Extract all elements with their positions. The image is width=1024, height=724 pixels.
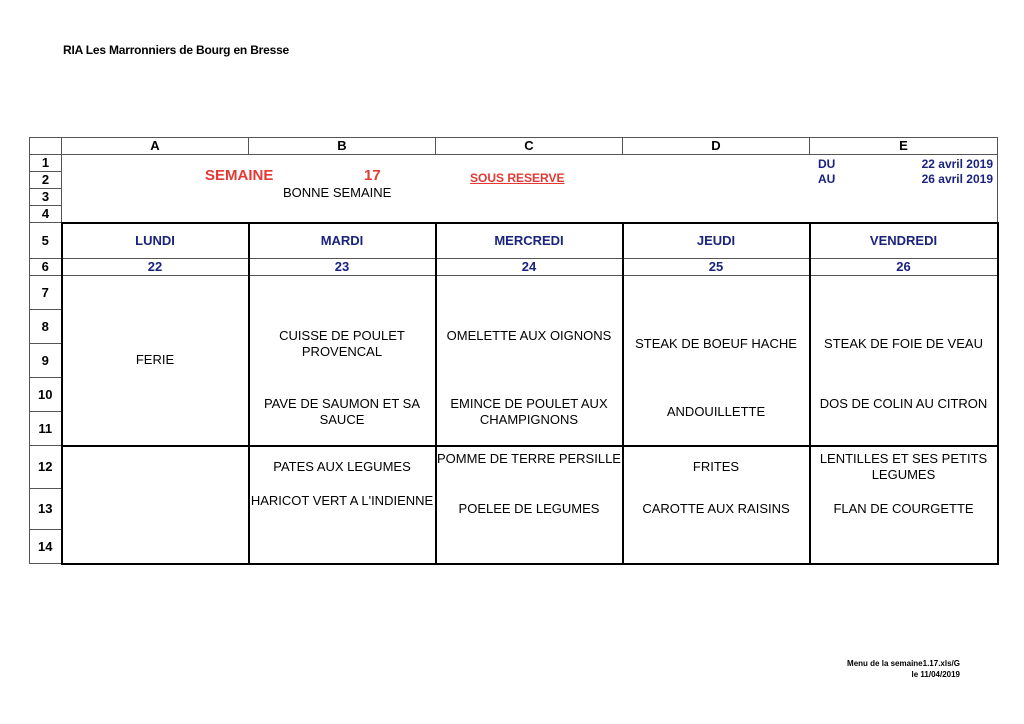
semaine-number: 17: [364, 167, 381, 185]
row-header-11: 11: [30, 412, 62, 446]
mardi-plat-2: PAVE DE SAUMON ET SA SAUCE: [263, 396, 421, 428]
mercredi-plats-cell: [436, 276, 623, 446]
row-header-3: 3: [30, 189, 62, 206]
mardi-plats-cell: [249, 276, 436, 446]
header-area: [62, 155, 998, 223]
semaine-label: SEMAINE: [205, 167, 274, 185]
sous-reserve-label: SOUS RESERVE: [470, 171, 565, 186]
day-mardi: MARDI: [249, 223, 436, 259]
vendredi-acc-cell: [810, 446, 998, 564]
date-lundi: 22: [62, 259, 249, 276]
date-vendredi: 26: [810, 259, 998, 276]
vendredi-acc-2: FLAN DE COURGETTE: [833, 500, 974, 516]
row-header-12: 12: [30, 446, 62, 489]
row-header-14: 14: [30, 530, 62, 564]
mardi-acc-cell: [249, 446, 436, 564]
column-header-b: B: [249, 138, 436, 155]
lundi-accompagnement: [62, 446, 249, 564]
day-lundi: LUNDI: [62, 223, 249, 259]
date-jeudi: 25: [623, 259, 810, 276]
mercredi-plat-1: OMELETTE AUX OIGNONS: [446, 328, 612, 344]
row-header-7: 7: [30, 276, 62, 310]
jeudi-plats-cell: [623, 276, 810, 446]
mardi-plat-1: CUISSE DE POULET PROVENCAL: [279, 328, 405, 360]
au-date: 26 avril 2019: [921, 172, 993, 187]
mercredi-acc-2: POELEE DE LEGUMES: [458, 500, 600, 516]
mardi-acc-1: PATES AUX LEGUMES: [273, 458, 411, 474]
day-vendredi: VENDREDI: [810, 223, 998, 259]
au-label: AU: [818, 172, 836, 187]
mardi-acc-2: HARICOT VERT A L'INDIENNE: [250, 492, 434, 508]
du-label: DU: [818, 157, 836, 172]
column-header-e: E: [810, 138, 998, 155]
menu-spreadsheet: [29, 137, 999, 565]
jeudi-plat-1: STEAK DE BOEUF HACHE: [635, 336, 797, 352]
row-header-6: 6: [30, 259, 62, 276]
footer-date: le 11/04/2019: [911, 670, 960, 679]
row-header-4: 4: [30, 206, 62, 223]
du-date: 22 avril 2019: [921, 157, 993, 172]
day-jeudi: JEUDI: [623, 223, 810, 259]
jeudi-acc-2: CAROTTE AUX RAISINS: [642, 500, 790, 516]
corner-cell: [30, 138, 62, 155]
bonne-semaine-label: BONNE SEMAINE: [283, 185, 392, 201]
footer-file: Menu de la semaine1.17.xls/G: [847, 659, 960, 668]
mercredi-acc-1: POMME DE TERRE PERSILLE: [437, 450, 621, 466]
vendredi-plats-cell: [810, 276, 998, 446]
day-mercredi: MERCREDI: [436, 223, 623, 259]
row-header-1: 1: [30, 155, 62, 172]
date-mercredi: 24: [436, 259, 623, 276]
row-header-5: 5: [30, 223, 62, 259]
jeudi-acc-1: FRITES: [692, 458, 740, 474]
lundi-plat: FERIE: [62, 276, 249, 446]
column-header-d: D: [623, 138, 810, 155]
vendredi-acc-1: LENTILLES ET SES PETITS LEGUMES: [819, 450, 988, 482]
row-header-9: 9: [30, 344, 62, 378]
jeudi-acc-cell: [623, 446, 810, 564]
row-header-8: 8: [30, 310, 62, 344]
date-mardi: 23: [249, 259, 436, 276]
column-header-a: A: [62, 138, 249, 155]
vendredi-plat-2: DOS DE COLIN AU CITRON: [819, 396, 988, 412]
row-header-13: 13: [30, 488, 62, 530]
mercredi-plat-2: EMINCE DE POULET AUX CHAMPIGNONS: [450, 396, 608, 428]
column-header-c: C: [436, 138, 623, 155]
page-title: RIA Les Marronniers de Bourg en Bresse: [63, 43, 290, 57]
vendredi-plat-1: STEAK DE FOIE DE VEAU: [824, 336, 983, 352]
footer: [847, 658, 960, 680]
row-header-10: 10: [30, 378, 62, 412]
row-header-2: 2: [30, 172, 62, 189]
jeudi-plat-2: ANDOUILLETTE: [666, 404, 766, 420]
mercredi-acc-cell: [436, 446, 623, 564]
